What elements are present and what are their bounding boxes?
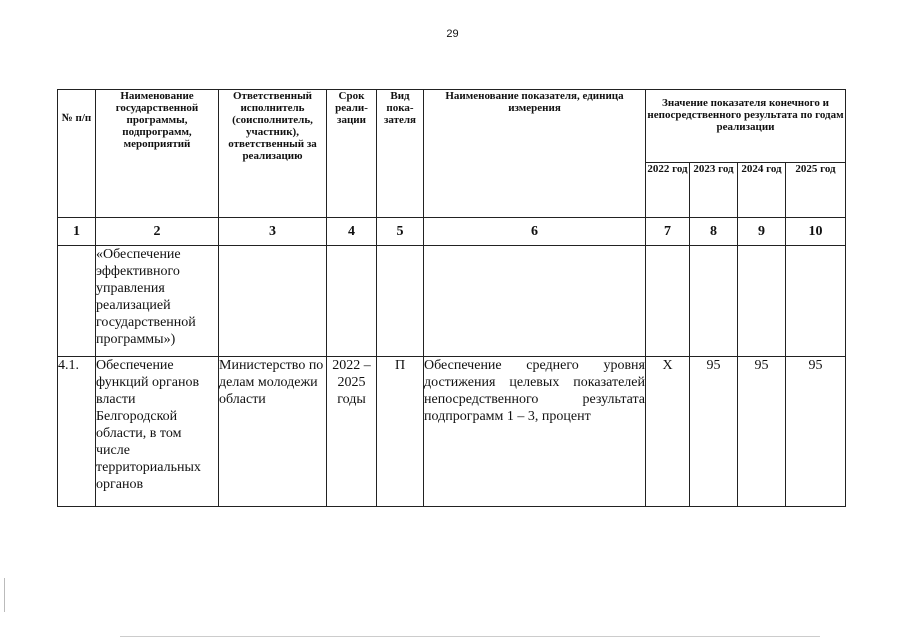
- column-number: 3: [219, 218, 327, 246]
- column-number: 2: [96, 218, 219, 246]
- table-row: [58, 246, 846, 357]
- row-program-name: «Обеспечение эффективного управления реализацией государственной программы»): [96, 246, 219, 357]
- row-value-2024: 95: [738, 357, 786, 507]
- column-number: 6: [424, 218, 646, 246]
- header-term: Срок реали- зации: [327, 90, 377, 218]
- column-number: 1: [58, 218, 96, 246]
- row-num: [58, 246, 96, 357]
- row-indicator-type: П: [377, 357, 424, 507]
- row-value-2022: [646, 246, 690, 357]
- column-number: 8: [690, 218, 738, 246]
- row-indicator-name: [424, 246, 646, 357]
- row-value-2023: [690, 246, 738, 357]
- row-executor: Министерство по делам молодежи области: [219, 357, 327, 507]
- row-value-2025: [786, 246, 846, 357]
- column-number: 10: [786, 218, 846, 246]
- header-num: № п/п: [58, 90, 96, 218]
- row-term: 2022 – 2025 годы: [327, 357, 377, 507]
- row-term: [327, 246, 377, 357]
- column-number: 9: [738, 218, 786, 246]
- row-value-2025: 95: [786, 357, 846, 507]
- row-program-name: Обеспечение функций органов власти Белгородской области, в том числе территориальных органов: [96, 357, 219, 507]
- table-row: [58, 357, 846, 507]
- column-number: 4: [327, 218, 377, 246]
- header-year-2023: 2023 год: [690, 163, 738, 218]
- row-value-2023: 95: [690, 357, 738, 507]
- row-value-2024: [738, 246, 786, 357]
- row-executor: [219, 246, 327, 357]
- scan-edge-line: [4, 578, 5, 612]
- header-values-by-year: Значение показателя конечного и непосредственного результата по годам реализации: [646, 90, 846, 163]
- header-year-2025: 2025 год: [786, 163, 846, 218]
- scan-edge-line: [120, 636, 820, 637]
- header-indicator-type: Вид пока- зателя: [377, 90, 424, 218]
- header-program-name: Наименование государственной программы, подпрограмм, мероприятий: [96, 90, 219, 218]
- header-year-2024: 2024 год: [738, 163, 786, 218]
- row-indicator-name: Обеспечение среднего уровня достижения целевых показателей непосредственного результата подпрограмм 1 – 3, процент: [424, 357, 646, 507]
- indicators-table: [57, 89, 846, 507]
- header-executor: Ответственный исполнитель (соисполнитель, участник), ответственный за реализацию: [219, 90, 327, 218]
- row-num: 4.1.: [58, 357, 96, 507]
- page-number: 29: [446, 28, 459, 40]
- header-row: [58, 90, 846, 163]
- header-indicator-name: Наименование показателя, единица измерения: [424, 90, 646, 218]
- column-number: 7: [646, 218, 690, 246]
- column-number: 5: [377, 218, 424, 246]
- header-year-2022: 2022 год: [646, 163, 690, 218]
- row-indicator-type: [377, 246, 424, 357]
- row-value-2022: Х: [646, 357, 690, 507]
- column-numbers-row: [58, 218, 846, 246]
